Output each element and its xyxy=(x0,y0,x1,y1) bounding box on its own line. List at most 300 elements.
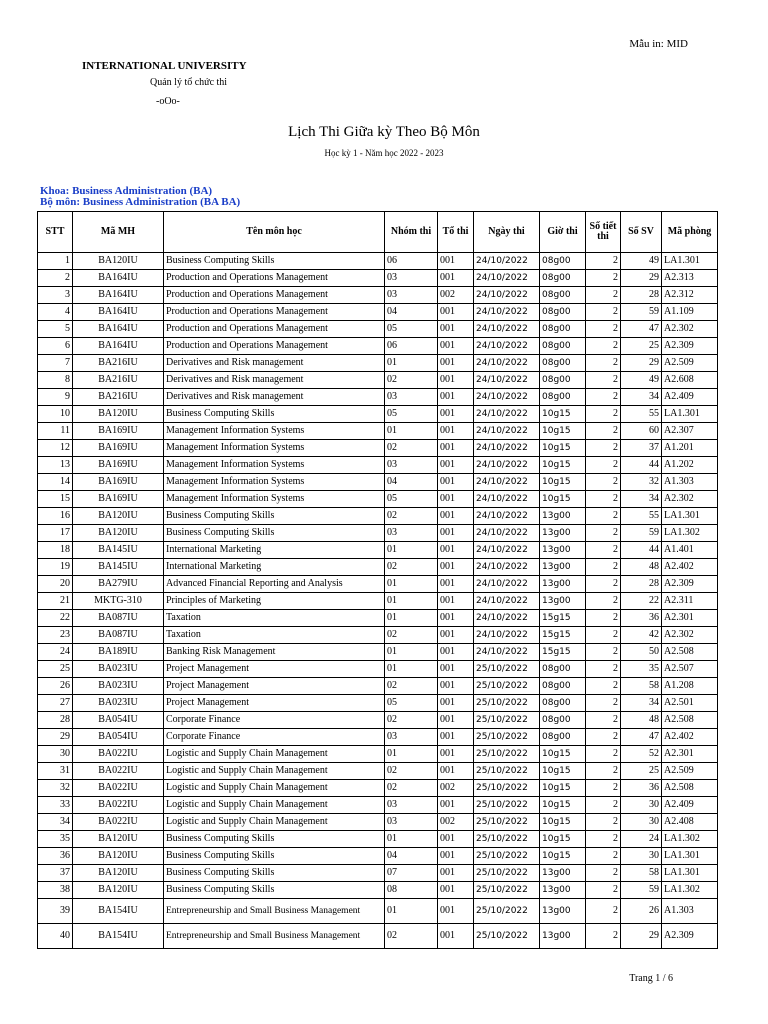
row-stt: 7 xyxy=(38,355,73,372)
row-stt: 16 xyxy=(38,508,73,525)
row-exam-group: 03 xyxy=(385,814,438,831)
row-course-code: BA169IU xyxy=(73,474,164,491)
row-course-name: Business Computing Skills xyxy=(164,253,385,270)
header-exam-group: Nhóm thi xyxy=(385,212,438,253)
table-row xyxy=(38,924,718,949)
exam-schedule-table xyxy=(37,211,718,949)
row-student-count: 34 xyxy=(621,695,662,712)
row-stt: 21 xyxy=(38,593,73,610)
row-exam-date: 24/10/2022 xyxy=(474,491,540,508)
row-course-code: BA279IU xyxy=(73,576,164,593)
row-exam-date: 24/10/2022 xyxy=(474,508,540,525)
row-course-code: BA120IU xyxy=(73,508,164,525)
row-course-code: BA164IU xyxy=(73,338,164,355)
header-exam-date: Ngày thi xyxy=(474,212,540,253)
row-student-count: 36 xyxy=(621,780,662,797)
separator: -oOo- xyxy=(156,96,180,107)
row-exam-group: 01 xyxy=(385,593,438,610)
row-stt: 4 xyxy=(38,304,73,321)
row-room: A2.507 xyxy=(662,661,718,678)
row-course-name: Derivatives and Risk management xyxy=(164,355,385,372)
row-stt: 37 xyxy=(38,865,73,882)
table-row xyxy=(38,491,718,508)
row-stt: 15 xyxy=(38,491,73,508)
row-exam-time: 10g15 xyxy=(540,831,586,848)
table-row xyxy=(38,763,718,780)
row-exam-team: 001 xyxy=(438,746,474,763)
row-periods: 2 xyxy=(586,899,621,924)
table-row xyxy=(38,695,718,712)
row-student-count: 26 xyxy=(621,899,662,924)
row-exam-time: 10g15 xyxy=(540,797,586,814)
row-room: A2.302 xyxy=(662,627,718,644)
row-exam-date: 24/10/2022 xyxy=(474,389,540,406)
row-exam-date: 25/10/2022 xyxy=(474,763,540,780)
row-room: A1.202 xyxy=(662,457,718,474)
row-periods: 2 xyxy=(586,848,621,865)
row-exam-time: 13g00 xyxy=(540,924,586,949)
row-exam-team: 001 xyxy=(438,644,474,661)
row-exam-time: 13g00 xyxy=(540,576,586,593)
row-stt: 38 xyxy=(38,882,73,899)
row-student-count: 25 xyxy=(621,338,662,355)
row-exam-date: 25/10/2022 xyxy=(474,729,540,746)
row-course-name: Corporate Finance xyxy=(164,712,385,729)
row-exam-team: 001 xyxy=(438,491,474,508)
row-exam-team: 001 xyxy=(438,457,474,474)
division-label: Bộ môn: Business Administration (BA BA) xyxy=(40,196,241,208)
form-label: Mẫu in: MID xyxy=(629,38,688,50)
table-row xyxy=(38,746,718,763)
row-exam-date: 24/10/2022 xyxy=(474,253,540,270)
row-exam-date: 24/10/2022 xyxy=(474,542,540,559)
row-course-name: Business Computing Skills xyxy=(164,882,385,899)
row-room: A2.508 xyxy=(662,780,718,797)
table-row xyxy=(38,831,718,848)
row-room: A1.303 xyxy=(662,899,718,924)
row-room: A2.509 xyxy=(662,763,718,780)
row-exam-group: 02 xyxy=(385,924,438,949)
row-student-count: 24 xyxy=(621,831,662,848)
row-course-code: BA022IU xyxy=(73,814,164,831)
row-stt: 20 xyxy=(38,576,73,593)
row-exam-time: 13g00 xyxy=(540,899,586,924)
row-course-code: BA216IU xyxy=(73,355,164,372)
row-exam-time: 08g00 xyxy=(540,321,586,338)
row-course-name: Business Computing Skills xyxy=(164,865,385,882)
row-student-count: 49 xyxy=(621,253,662,270)
row-exam-group: 02 xyxy=(385,508,438,525)
row-exam-group: 01 xyxy=(385,899,438,924)
row-room: LA1.302 xyxy=(662,525,718,542)
row-exam-group: 01 xyxy=(385,831,438,848)
row-course-name: Management Information Systems xyxy=(164,457,385,474)
table-row xyxy=(38,644,718,661)
row-stt: 11 xyxy=(38,423,73,440)
row-exam-group: 03 xyxy=(385,525,438,542)
row-student-count: 22 xyxy=(621,593,662,610)
header-student-count: Số SV xyxy=(621,212,662,253)
row-exam-date: 24/10/2022 xyxy=(474,321,540,338)
row-course-name: Business Computing Skills xyxy=(164,508,385,525)
row-periods: 2 xyxy=(586,644,621,661)
row-stt: 35 xyxy=(38,831,73,848)
row-room: A2.409 xyxy=(662,389,718,406)
table-row xyxy=(38,542,718,559)
row-course-name: Taxation xyxy=(164,627,385,644)
row-exam-time: 08g00 xyxy=(540,338,586,355)
row-student-count: 52 xyxy=(621,746,662,763)
row-exam-group: 01 xyxy=(385,610,438,627)
row-exam-group: 02 xyxy=(385,559,438,576)
table-row xyxy=(38,304,718,321)
row-course-code: BA022IU xyxy=(73,797,164,814)
row-exam-date: 24/10/2022 xyxy=(474,440,540,457)
row-course-code: BA164IU xyxy=(73,270,164,287)
row-course-code: BA169IU xyxy=(73,457,164,474)
row-student-count: 48 xyxy=(621,559,662,576)
row-exam-group: 02 xyxy=(385,627,438,644)
row-course-name: Derivatives and Risk management xyxy=(164,389,385,406)
row-course-name: Business Computing Skills xyxy=(164,848,385,865)
row-exam-date: 25/10/2022 xyxy=(474,746,540,763)
row-exam-team: 001 xyxy=(438,542,474,559)
row-room: LA1.302 xyxy=(662,831,718,848)
row-course-code: BA120IU xyxy=(73,865,164,882)
row-stt: 1 xyxy=(38,253,73,270)
row-exam-date: 24/10/2022 xyxy=(474,270,540,287)
row-stt: 5 xyxy=(38,321,73,338)
row-course-code: BA087IU xyxy=(73,610,164,627)
row-exam-date: 24/10/2022 xyxy=(474,457,540,474)
row-student-count: 49 xyxy=(621,372,662,389)
row-course-code: BA120IU xyxy=(73,831,164,848)
row-exam-group: 04 xyxy=(385,848,438,865)
row-exam-date: 24/10/2022 xyxy=(474,474,540,491)
row-room: A2.309 xyxy=(662,924,718,949)
row-periods: 2 xyxy=(586,559,621,576)
row-course-name: Management Information Systems xyxy=(164,474,385,491)
row-room: A2.311 xyxy=(662,593,718,610)
row-exam-time: 10g15 xyxy=(540,763,586,780)
row-stt: 28 xyxy=(38,712,73,729)
row-stt: 39 xyxy=(38,899,73,924)
row-course-code: BA022IU xyxy=(73,780,164,797)
row-room: A2.302 xyxy=(662,491,718,508)
row-room: LA1.301 xyxy=(662,848,718,865)
row-exam-team: 001 xyxy=(438,559,474,576)
row-student-count: 59 xyxy=(621,304,662,321)
row-exam-team: 001 xyxy=(438,372,474,389)
row-exam-team: 002 xyxy=(438,287,474,304)
row-periods: 2 xyxy=(586,508,621,525)
row-course-code: BA216IU xyxy=(73,389,164,406)
row-periods: 2 xyxy=(586,576,621,593)
row-exam-time: 13g00 xyxy=(540,542,586,559)
row-exam-time: 15g15 xyxy=(540,610,586,627)
row-course-name: Advanced Financial Reporting and Analysis xyxy=(164,576,385,593)
row-course-code: BA023IU xyxy=(73,678,164,695)
header-exam-team: Tổ thi xyxy=(438,212,474,253)
row-exam-time: 08g00 xyxy=(540,712,586,729)
row-course-name: Taxation xyxy=(164,610,385,627)
row-periods: 2 xyxy=(586,924,621,949)
row-exam-group: 01 xyxy=(385,661,438,678)
row-exam-time: 13g00 xyxy=(540,525,586,542)
row-periods: 2 xyxy=(586,355,621,372)
row-exam-date: 25/10/2022 xyxy=(474,780,540,797)
row-student-count: 59 xyxy=(621,882,662,899)
row-periods: 2 xyxy=(586,763,621,780)
table-row xyxy=(38,321,718,338)
row-stt: 3 xyxy=(38,287,73,304)
row-exam-group: 04 xyxy=(385,474,438,491)
row-exam-time: 13g00 xyxy=(540,865,586,882)
row-course-name: Business Computing Skills xyxy=(164,406,385,423)
row-course-code: BA154IU xyxy=(73,899,164,924)
row-student-count: 36 xyxy=(621,610,662,627)
row-periods: 2 xyxy=(586,627,621,644)
table-row xyxy=(38,338,718,355)
row-course-name: Business Computing Skills xyxy=(164,525,385,542)
row-exam-date: 24/10/2022 xyxy=(474,406,540,423)
row-exam-team: 001 xyxy=(438,729,474,746)
row-stt: 36 xyxy=(38,848,73,865)
row-periods: 2 xyxy=(586,406,621,423)
header-stt: STT xyxy=(38,212,73,253)
table-row xyxy=(38,525,718,542)
row-course-code: BA022IU xyxy=(73,763,164,780)
row-exam-team: 001 xyxy=(438,882,474,899)
row-exam-date: 25/10/2022 xyxy=(474,661,540,678)
table-row xyxy=(38,355,718,372)
row-exam-group: 05 xyxy=(385,406,438,423)
row-exam-team: 001 xyxy=(438,355,474,372)
row-periods: 2 xyxy=(586,865,621,882)
row-exam-time: 08g00 xyxy=(540,270,586,287)
row-stt: 12 xyxy=(38,440,73,457)
row-exam-date: 24/10/2022 xyxy=(474,576,540,593)
row-room: LA1.301 xyxy=(662,865,718,882)
row-exam-team: 002 xyxy=(438,780,474,797)
row-exam-team: 001 xyxy=(438,899,474,924)
row-exam-date: 25/10/2022 xyxy=(474,814,540,831)
row-student-count: 28 xyxy=(621,576,662,593)
row-student-count: 34 xyxy=(621,491,662,508)
row-room: LA1.301 xyxy=(662,508,718,525)
table-row xyxy=(38,457,718,474)
row-student-count: 32 xyxy=(621,474,662,491)
row-exam-team: 001 xyxy=(438,763,474,780)
row-room: A2.409 xyxy=(662,797,718,814)
row-stt: 19 xyxy=(38,559,73,576)
row-exam-group: 03 xyxy=(385,797,438,814)
row-course-code: BA023IU xyxy=(73,661,164,678)
row-exam-time: 10g15 xyxy=(540,848,586,865)
row-periods: 2 xyxy=(586,814,621,831)
page-number: Trang 1 / 6 xyxy=(629,973,673,984)
row-exam-group: 02 xyxy=(385,763,438,780)
header-periods: Số tiết thi xyxy=(586,212,621,253)
row-exam-group: 02 xyxy=(385,678,438,695)
row-course-code: MKTG-310 xyxy=(73,593,164,610)
table-row xyxy=(38,848,718,865)
row-course-name: Corporate Finance xyxy=(164,729,385,746)
table-row xyxy=(38,610,718,627)
row-exam-time: 15g15 xyxy=(540,627,586,644)
row-exam-team: 001 xyxy=(438,321,474,338)
row-exam-date: 25/10/2022 xyxy=(474,882,540,899)
row-student-count: 55 xyxy=(621,508,662,525)
row-student-count: 30 xyxy=(621,848,662,865)
row-course-code: BA189IU xyxy=(73,644,164,661)
row-periods: 2 xyxy=(586,831,621,848)
row-exam-date: 25/10/2022 xyxy=(474,848,540,865)
row-room: A1.201 xyxy=(662,440,718,457)
row-exam-group: 04 xyxy=(385,304,438,321)
row-periods: 2 xyxy=(586,729,621,746)
row-student-count: 59 xyxy=(621,525,662,542)
row-exam-date: 24/10/2022 xyxy=(474,593,540,610)
row-stt: 40 xyxy=(38,924,73,949)
row-exam-team: 001 xyxy=(438,338,474,355)
row-exam-time: 13g00 xyxy=(540,593,586,610)
row-stt: 31 xyxy=(38,763,73,780)
row-room: A2.302 xyxy=(662,321,718,338)
row-exam-group: 01 xyxy=(385,542,438,559)
row-course-code: BA216IU xyxy=(73,372,164,389)
row-exam-team: 001 xyxy=(438,712,474,729)
row-periods: 2 xyxy=(586,457,621,474)
row-exam-time: 08g00 xyxy=(540,304,586,321)
row-course-code: BA164IU xyxy=(73,287,164,304)
row-exam-group: 03 xyxy=(385,457,438,474)
row-stt: 30 xyxy=(38,746,73,763)
table-row xyxy=(38,814,718,831)
row-exam-time: 08g00 xyxy=(540,253,586,270)
row-periods: 2 xyxy=(586,389,621,406)
row-exam-group: 02 xyxy=(385,712,438,729)
table-row xyxy=(38,661,718,678)
header-room: Mã phòng xyxy=(662,212,718,253)
row-stt: 34 xyxy=(38,814,73,831)
row-course-code: BA145IU xyxy=(73,542,164,559)
row-exam-group: 02 xyxy=(385,780,438,797)
row-stt: 33 xyxy=(38,797,73,814)
row-exam-date: 25/10/2022 xyxy=(474,695,540,712)
row-exam-time: 08g00 xyxy=(540,661,586,678)
row-exam-group: 03 xyxy=(385,389,438,406)
row-exam-team: 001 xyxy=(438,389,474,406)
row-exam-date: 24/10/2022 xyxy=(474,338,540,355)
table-row xyxy=(38,440,718,457)
row-course-name: Production and Operations Management xyxy=(164,338,385,355)
row-exam-date: 24/10/2022 xyxy=(474,610,540,627)
row-stt: 18 xyxy=(38,542,73,559)
row-course-name: Production and Operations Management xyxy=(164,270,385,287)
row-course-name: Principles of Marketing xyxy=(164,593,385,610)
row-course-name: Management Information Systems xyxy=(164,491,385,508)
table-header-row xyxy=(38,212,718,253)
row-exam-team: 001 xyxy=(438,525,474,542)
row-student-count: 29 xyxy=(621,270,662,287)
row-exam-group: 02 xyxy=(385,372,438,389)
row-student-count: 60 xyxy=(621,423,662,440)
row-exam-team: 001 xyxy=(438,270,474,287)
row-course-name: Logistic and Supply Chain Management xyxy=(164,780,385,797)
row-periods: 2 xyxy=(586,882,621,899)
row-exam-team: 001 xyxy=(438,576,474,593)
row-periods: 2 xyxy=(586,780,621,797)
row-room: A1.401 xyxy=(662,542,718,559)
table-row xyxy=(38,423,718,440)
row-room: A2.301 xyxy=(662,746,718,763)
row-exam-group: 01 xyxy=(385,423,438,440)
department-name: Quản lý tổ chức thi xyxy=(150,77,228,88)
row-exam-date: 24/10/2022 xyxy=(474,525,540,542)
row-exam-date: 25/10/2022 xyxy=(474,712,540,729)
row-exam-team: 001 xyxy=(438,304,474,321)
row-exam-group: 03 xyxy=(385,729,438,746)
row-exam-team: 001 xyxy=(438,924,474,949)
row-course-name: Banking Risk Management xyxy=(164,644,385,661)
table-row xyxy=(38,474,718,491)
row-room: LA1.301 xyxy=(662,406,718,423)
row-periods: 2 xyxy=(586,610,621,627)
row-stt: 2 xyxy=(38,270,73,287)
row-exam-time: 08g00 xyxy=(540,389,586,406)
row-periods: 2 xyxy=(586,593,621,610)
row-periods: 2 xyxy=(586,797,621,814)
row-exam-time: 08g00 xyxy=(540,695,586,712)
table-row xyxy=(38,627,718,644)
row-student-count: 50 xyxy=(621,644,662,661)
row-exam-group: 03 xyxy=(385,287,438,304)
row-stt: 27 xyxy=(38,695,73,712)
row-exam-time: 08g00 xyxy=(540,355,586,372)
row-periods: 2 xyxy=(586,304,621,321)
row-periods: 2 xyxy=(586,423,621,440)
row-exam-date: 24/10/2022 xyxy=(474,304,540,321)
row-course-name: Derivatives and Risk management xyxy=(164,372,385,389)
row-course-name: International Marketing xyxy=(164,559,385,576)
row-exam-date: 24/10/2022 xyxy=(474,287,540,304)
row-student-count: 55 xyxy=(621,406,662,423)
row-course-code: BA054IU xyxy=(73,712,164,729)
row-exam-team: 001 xyxy=(438,661,474,678)
row-room: A1.303 xyxy=(662,474,718,491)
row-exam-team: 001 xyxy=(438,440,474,457)
row-room: A2.301 xyxy=(662,610,718,627)
row-periods: 2 xyxy=(586,321,621,338)
row-student-count: 34 xyxy=(621,389,662,406)
row-periods: 2 xyxy=(586,338,621,355)
row-periods: 2 xyxy=(586,678,621,695)
row-student-count: 47 xyxy=(621,321,662,338)
row-exam-time: 13g00 xyxy=(540,508,586,525)
row-exam-time: 08g00 xyxy=(540,729,586,746)
row-course-name: Production and Operations Management xyxy=(164,287,385,304)
page-title: Lịch Thi Giữa kỳ Theo Bộ Môn xyxy=(288,124,480,140)
row-exam-time: 10g15 xyxy=(540,406,586,423)
row-exam-group: 02 xyxy=(385,440,438,457)
table-row xyxy=(38,508,718,525)
row-periods: 2 xyxy=(586,661,621,678)
row-exam-team: 001 xyxy=(438,593,474,610)
row-course-code: BA120IU xyxy=(73,406,164,423)
row-periods: 2 xyxy=(586,287,621,304)
row-course-name: Production and Operations Management xyxy=(164,304,385,321)
